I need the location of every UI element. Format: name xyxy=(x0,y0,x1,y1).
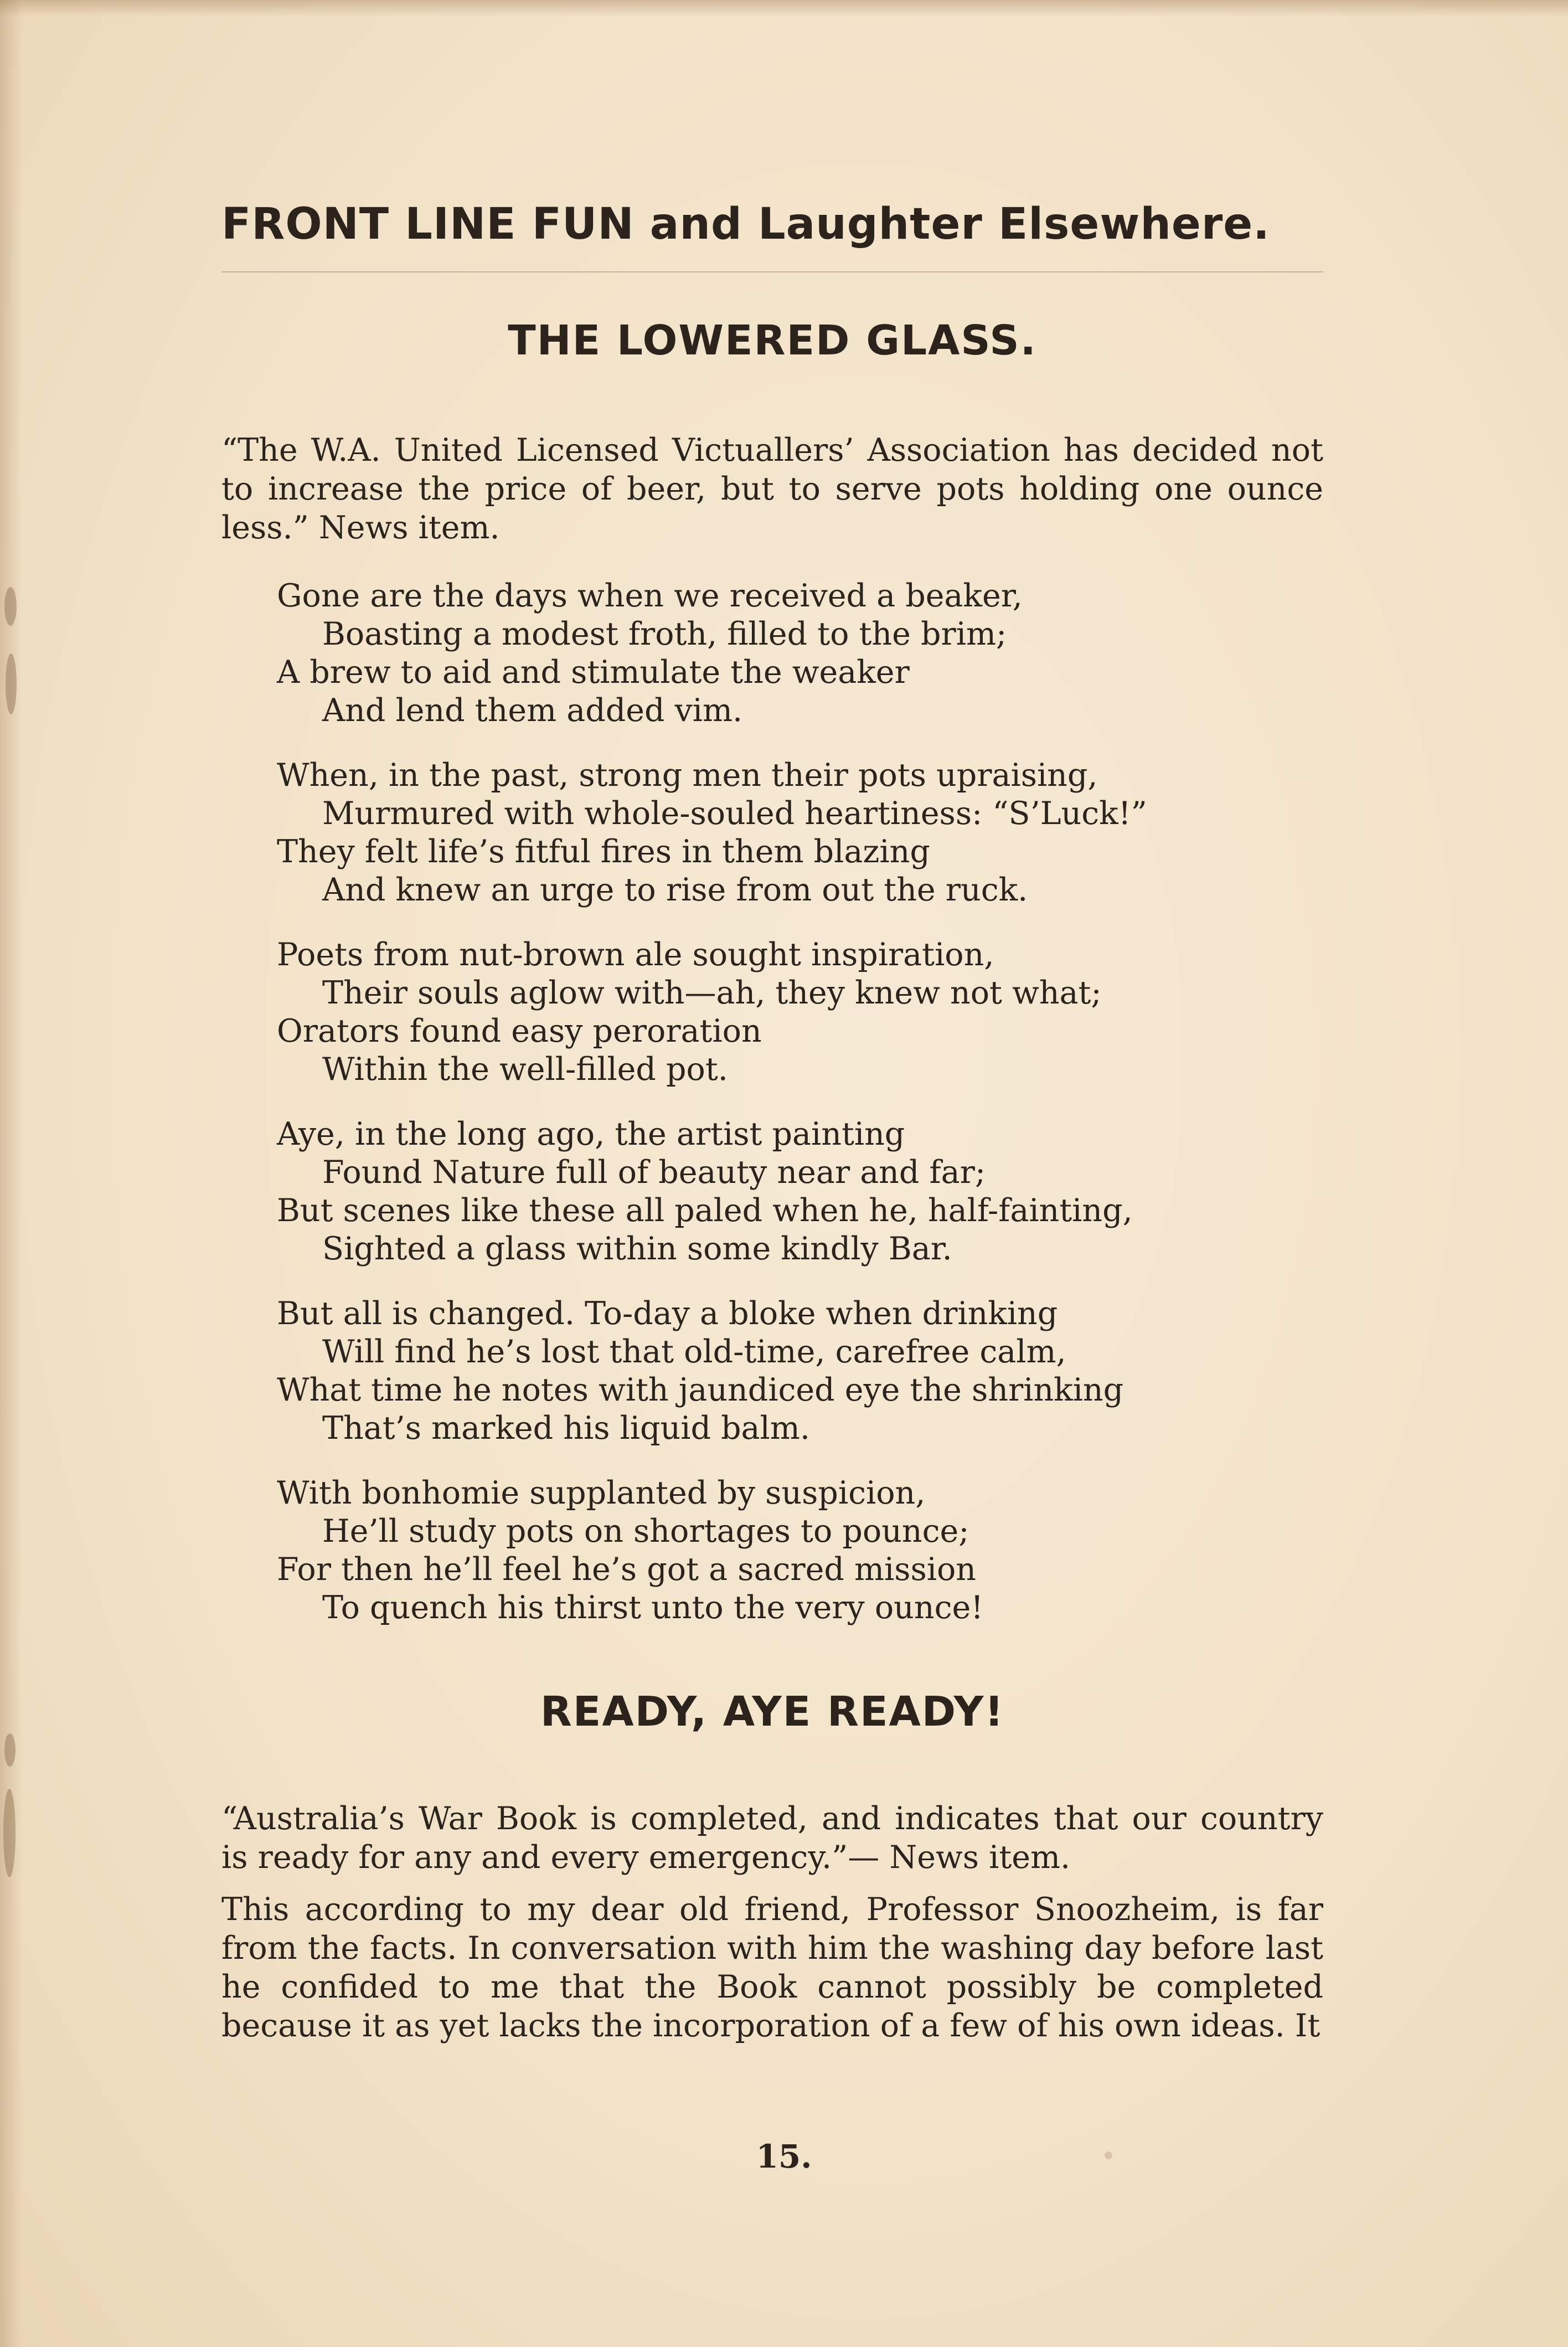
poem-line: For then he’ll feel he’s got a sacred mission xyxy=(277,1551,976,1588)
poem-line: And knew an urge to rise from out the ruck. xyxy=(322,872,1028,908)
page-headline: FRONT LINE FUN and Laughter Elsewhere. xyxy=(221,199,1323,272)
poem-line: Their souls aglow with—ah, they knew not what; xyxy=(322,975,1102,1011)
poem-line: Poets from nut-brown ale sought inspiration, xyxy=(277,936,994,973)
body-paragraph: This according to my dear old friend, Professor Snoozheim, is far from the facts. In conversation with him the washing day before last he confided to me that the Book cannot possibly be completed because it as yet lacks the incorporation of a few of his own ideas. It xyxy=(221,1891,1323,2044)
poem-line: Will find he’s lost that old-time, carefree calm, xyxy=(322,1334,1066,1370)
poem-stanza xyxy=(277,756,1323,909)
poem-line: With bonhomie supplanted by suspicion, xyxy=(277,1475,926,1511)
paper-stain xyxy=(4,587,17,626)
paper-stain xyxy=(6,653,17,714)
poem-stanza xyxy=(277,1474,1323,1627)
poem-line: Found Nature full of beauty near and far; xyxy=(322,1154,986,1191)
poem-line: To quench his thirst unto the very ounce! xyxy=(322,1589,984,1626)
poem-line: But all is changed. To-day a bloke when drinking xyxy=(277,1295,1058,1332)
page-number: 15. xyxy=(756,2138,812,2175)
poem-line: Murmured with whole-souled heartiness: “S’Luck!” xyxy=(322,795,1147,832)
poem-line: Within the well-filled pot. xyxy=(322,1051,728,1088)
poem-stanza xyxy=(277,1115,1323,1268)
section-title-lowered-glass: THE LOWERED GLASS. xyxy=(508,317,1037,364)
poem-stanza xyxy=(277,936,1323,1089)
poem-line: Boasting a modest froth, filled to the brim; xyxy=(322,616,1007,652)
poem-line: What time he notes with jaundiced eye the shrinking xyxy=(277,1372,1124,1408)
poem-line: That’s marked his liquid balm. xyxy=(322,1410,810,1447)
poem-line: But scenes like these all paled when he, half-fainting, xyxy=(277,1192,1133,1229)
news-item-quote: “Australia’s War Book is completed, and indicates that our country is ready for any and every emergency.”— News item. xyxy=(221,1800,1323,1876)
poem-line: Sighted a glass within some kindly Bar. xyxy=(322,1231,952,1267)
paper-edge-left xyxy=(0,0,22,2347)
poem-stanza xyxy=(277,1295,1323,1448)
poem-line: They felt life’s fitful fires in them blazing xyxy=(277,833,930,870)
poem-line: Orators found easy peroration xyxy=(277,1013,762,1049)
paper-edge-top xyxy=(0,0,1568,17)
poem-line: When, in the past, strong men their pots upraising, xyxy=(277,757,1098,794)
poem-stanza xyxy=(277,577,1323,730)
paper-stain xyxy=(3,1789,16,1877)
poem-line: Gone are the days when we received a beaker, xyxy=(277,578,1023,614)
poem-line: Aye, in the long ago, the artist painting xyxy=(277,1116,905,1152)
news-item-quote: “The W.A. United Licensed Victuallers’ Association has decided not to increase the price of beer, but to serve pots holding one ounce less.” News item. xyxy=(221,432,1323,546)
poem-line: He’ll study pots on shortages to pounce; xyxy=(322,1513,969,1550)
poem-line: And lend them added vim. xyxy=(322,692,743,729)
poem-line: A brew to aid and stimulate the weaker xyxy=(277,654,910,691)
section-title-ready-aye-ready: READY, AYE READY! xyxy=(540,1688,1005,1736)
paper-stain xyxy=(4,1733,16,1767)
page-content xyxy=(221,199,1323,2045)
